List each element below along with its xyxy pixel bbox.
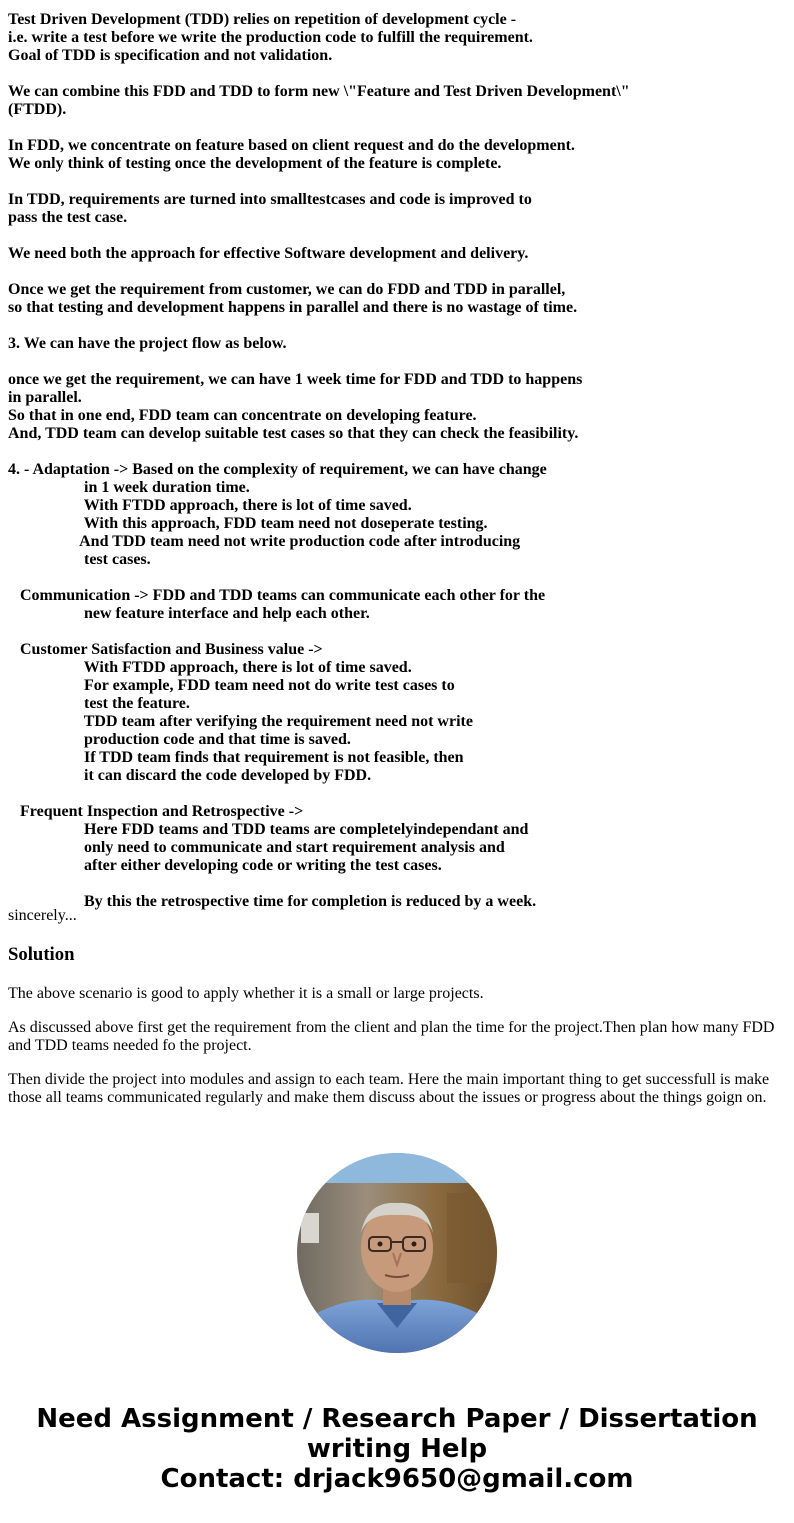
author-photo	[297, 1153, 497, 1353]
closing-text: sincerely...	[8, 907, 77, 924]
answer-body-text: Test Driven Development (TDD) relies on repetition of development cycle - i.e. write a test before we write the production code to fulfill the requirement. Goal of TDD is specification and not validation. We can combine this FDD and TDD to form new \"Feature and Test Driven Development\" (FTDD). In FDD, we concentrate on feature based on client request and do the development. We only think of testing once the development of the feature is complete. In TDD, requirements are turned into smalltestcases and code is improved to pass the test case. We need both the approach for effective Software development and delivery. Once we get the requirement from customer, we can do FDD and TDD in parallel, so that testing and development happens in parallel and there is no wastage of time. 3. We can have the project flow as below. once we get the requirement, we can have 1 week time for FDD and TDD to happens in parallel. So that in one end, FDD team can concentrate on developing feature. And, TDD team can develop suitable test cases so that they can check the feasibility. 4. - Adaptation -> Based on the complexity of requirement, we can have change in 1 week duration time. With FTDD approach, there is lot of time saved. With this approach, FDD team need not doseperate testing. And TDD team need not write production code after introducing test cases. Communication -> FDD and TDD teams can communicate each other for the new feature interface and help each other. Customer Satisfaction and Business value -> With FTDD approach, there is lot of time saved. For example, FDD team need not do write test cases to test the feature. TDD team after verifying the requirement need not write production code and that time is saved. If TDD team finds that requirement is not feasible, then it can discard the code developed by FDD. Frequent Inspection and Retrospective -> Here FDD teams and TDD teams are completelyindependant and only need to communicate and start requirement analysis and after either developing code or writing the test cases. By this the retrospective time for completion is reduced by a week.	[8, 11, 630, 910]
promo-contact-line: Contact: drjack9650@gmail.com	[160, 1464, 634, 1494]
solution-paragraph-3: Then divide the project into modules and assign to each team. Here the main important thing to get successfull is make those all teams communicated regularly and make them discuss about the issues or progress about the things goign on.	[8, 1071, 770, 1106]
promo-banner	[0, 1404, 794, 1494]
solution-paragraph-1: The above scenario is good to apply whether it is a small or large projects.	[8, 985, 484, 1002]
solution-paragraph-2: As discussed above first get the requirement from the client and plan the time for the project.Then plan how many FDD and TDD teams needed fo the project.	[8, 1019, 775, 1054]
promo-line-2: writing Help	[306, 1434, 488, 1464]
solution-heading: Solution	[8, 944, 75, 965]
promo-line-1: Need Assignment / Research Paper / Dissertation	[36, 1404, 758, 1434]
